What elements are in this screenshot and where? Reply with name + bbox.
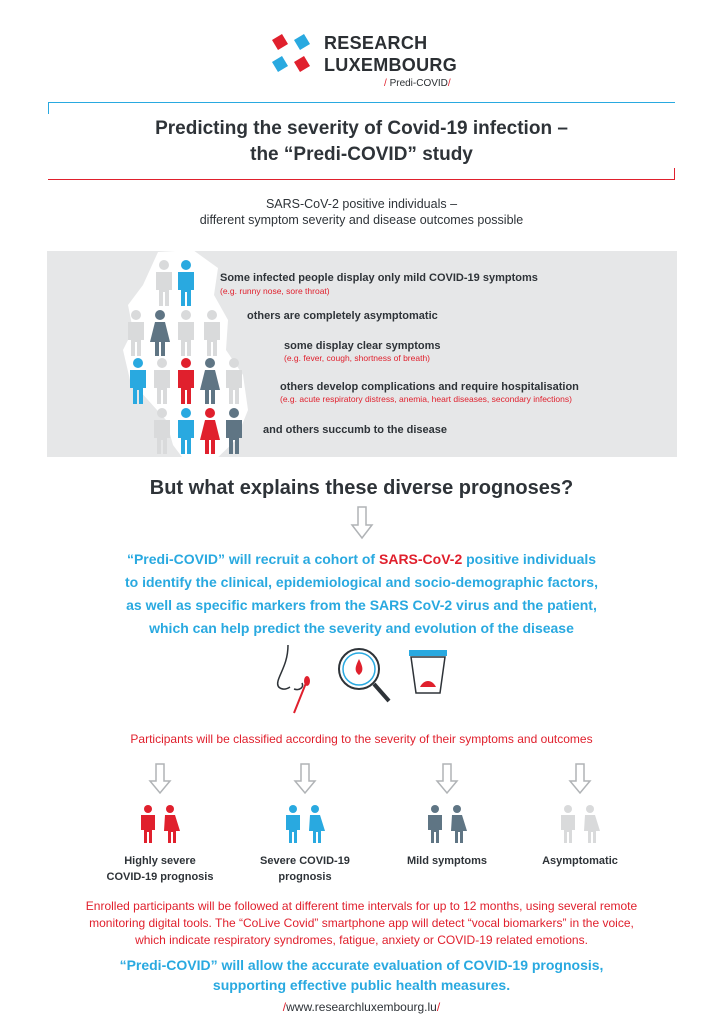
arrow-down-icon (350, 506, 374, 540)
final-statement (0, 955, 723, 995)
severity-group-label (510, 853, 650, 869)
outcome-hospitalisation-note: (e.g. acute respiratory distress, anemia, heart diseases, secondary infections) (280, 394, 572, 404)
person-icon (150, 310, 170, 356)
project-name: Predi-COVID (389, 78, 448, 89)
subtitle-line-2: different symptom severity and disease outcomes possible (199, 213, 524, 227)
arrow-down-icon (568, 763, 592, 795)
outcome-mild: Some infected people display only mild COVID-19 symptoms (220, 272, 538, 284)
research-luxembourg-logo (270, 26, 470, 96)
cohort-line-1 (0, 548, 723, 571)
person-icon (226, 358, 242, 404)
enrolled-line-2: monitoring digital tools. The “CoLive Covid” smartphone app will detect “vocal biomarkers” in the voice, (89, 916, 634, 930)
cohort-line-2: to identify the clinical, epidemiological and socio-demographic factors, (125, 574, 598, 590)
person-icon (226, 408, 242, 454)
group-label-line-2: COVID-19 prognosis (106, 871, 214, 883)
logo-line-2: LUXEMBOURG (324, 55, 457, 75)
severity-group-label (377, 853, 517, 869)
person-icon (200, 408, 220, 454)
outcome-death: and others succumb to the disease (263, 424, 447, 436)
cohort-text-b: positive individuals (462, 551, 597, 567)
sample-cup-icon (408, 649, 448, 701)
person-icon (130, 358, 146, 404)
logo-line-1: RESEARCH (324, 33, 428, 53)
frame-top-border (48, 102, 675, 114)
subtitle-line-1: SARS-CoV-2 positive individuals – (265, 197, 458, 211)
person-icon (200, 358, 220, 404)
logo-project-name: / Predi-COVID/ (384, 78, 451, 89)
person-pair-icon (558, 805, 602, 845)
group-label-line-2: prognosis (278, 871, 332, 883)
severity-group-label (235, 853, 375, 885)
person-icon (178, 358, 194, 404)
sample-icons (270, 643, 460, 713)
cohort-highlight: SARS-CoV-2 (379, 551, 463, 567)
person-pair-icon (425, 805, 469, 845)
person-icon (178, 310, 194, 356)
person-icon (128, 310, 144, 356)
person-pair-icon (138, 805, 182, 845)
page-title (48, 116, 675, 168)
question-heading: But what explains these diverse prognoses? (149, 477, 574, 499)
enrolled-text (0, 898, 723, 949)
blood-magnifier-icon (335, 645, 395, 711)
outcome-clear: some display clear symptoms (284, 340, 441, 352)
outcome-clear-note: (e.g. fever, cough, shortness of breath) (284, 353, 430, 363)
severity-group-label (90, 853, 230, 885)
title-box (48, 102, 675, 180)
person-icon (154, 358, 170, 404)
group-label-line-1: Mild symptoms (406, 855, 488, 867)
group-label-line-1: Severe COVID-19 (260, 855, 350, 867)
logo-wordmark (324, 32, 457, 76)
outcome-hospitalisation: others develop complications and require hospitalisation (280, 381, 579, 393)
website-link[interactable]: /www.researchluxembourg.lu/ (282, 1000, 441, 1014)
final-line-2: supporting effective public health measures. (212, 977, 511, 993)
outcome-mild-note: (e.g. runny nose, sore throat) (220, 286, 330, 296)
arrow-down-icon (148, 763, 172, 795)
four-chevron-logo-icon (270, 32, 312, 74)
person-icon (204, 310, 220, 356)
person-icon (178, 408, 194, 454)
outcome-asymptomatic: others are completely asymptomatic (247, 310, 438, 322)
person-icon (154, 408, 170, 454)
arrow-down-icon (435, 763, 459, 795)
cohort-description (0, 548, 723, 640)
cohort-line-4: which can help predict the severity and evolution of the disease (149, 620, 574, 636)
cohort-line-3: as well as specific markers from the SARS CoV-2 virus and the patient, (126, 597, 597, 613)
arrow-down-icon (293, 763, 317, 795)
nose-swab-icon (270, 643, 320, 715)
final-line-1: “Predi-COVID” will allow the accurate evaluation of COVID-19 prognosis, (119, 957, 604, 973)
title-line-2: the “Predi-COVID” study (250, 144, 473, 165)
person-icon (178, 260, 194, 306)
cohort-text-a: “Predi-COVID” will recruit a cohort of (126, 551, 379, 567)
classification-text: Participants will be classified according to the severity of their symptoms and outcomes (130, 732, 593, 746)
group-label-line-1: Asymptomatic (542, 855, 618, 867)
website-url[interactable]: www.researchluxembourg.lu (286, 1000, 437, 1014)
title-line-1: Predicting the severity of Covid-19 infection – (155, 118, 568, 139)
frame-bottom-border (48, 168, 675, 180)
enrolled-line-1: Enrolled participants will be followed at different time intervals for up to 12 months, using several remote (85, 899, 638, 913)
group-label-line-1: Highly severe (124, 855, 196, 867)
person-pair-icon (283, 805, 327, 845)
person-icon (156, 260, 172, 306)
subtitle (0, 196, 723, 228)
enrolled-line-3: which indicate respiratory syndromes, fatigue, anxiety or COVID-19 related emotions. (135, 933, 588, 947)
